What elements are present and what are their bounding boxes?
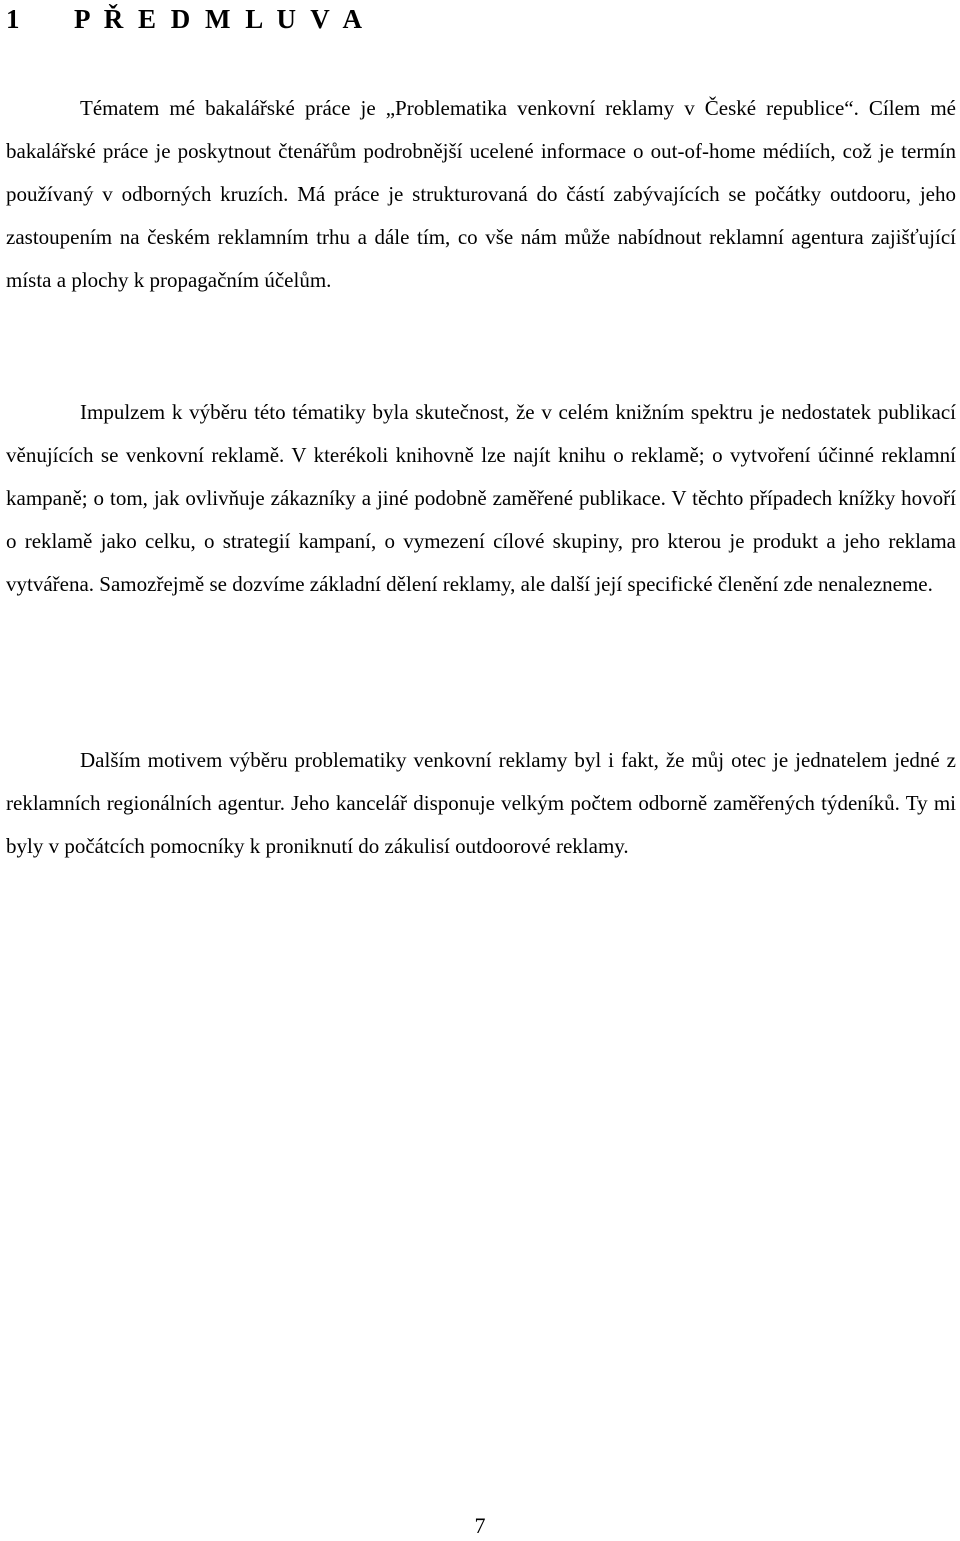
paragraph-motive: Dalším motivem výběru problematiky venkovní reklamy byl i fakt, že můj otec je jednatelem jedné z reklamních regionálních agentur. Jeho kancelář disponuje velkým počtem odborně zaměřených týdeníků. Ty mi byly v počátcích pomocníky k proniknutí do zákulisí outdoorové reklamy. [6,748,956,858]
page-number: 7 [474,1513,486,1538]
chapter-title: P Ř E D M L U V A [74,4,367,34]
chapter-number: 1 [6,4,20,34]
paragraph-topic: Tématem mé bakalářské práce je „Problematika venkovní reklamy v České republice“. Cílem mé bakalářské práce je poskytnout čtenářům podrobnější ucelené informace o out-of-home médiích, což je termín používaný v odborných kruzích. Má práce je strukturovaná do částí zabývajících se počátky outdooru, jeho zastoupením na českém reklamním trhu a dále tím, co vše nám může nabídnout reklamní agentura zajišťující místa a plochy k propagačním účelům. [6,96,956,292]
chapter-heading [6,2,366,36]
paragraph-impulse: Impulzem k výběru této tématiky byla skutečnost, že v celém knižním spektru je nedostatek publikací věnujících se venkovní reklamě. V kterékoli knihovně lze najít knihu o reklamě; o vytvoření účinné reklamní kampaně; o tom, jak ovlivňuje zákazníky a jiné podobně zaměřené publikace. V těchto případech knížky hovoří o reklamě jako celku, o strategií kampaní, o vymezení cílové skupiny, pro kterou je produkt a jeho reklama vytvářena. Samozřejmě se dozvíme základní dělení reklamy, ale další její specifické členění zde nenalezneme. [6,400,956,596]
